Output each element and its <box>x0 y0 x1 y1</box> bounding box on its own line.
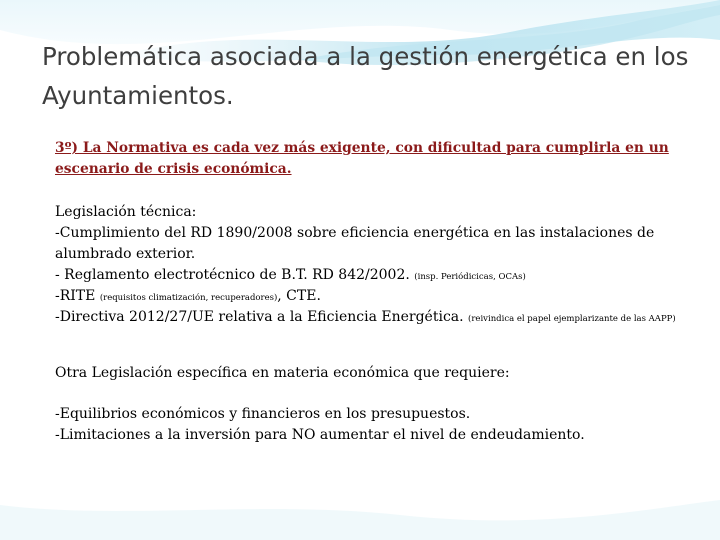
otra-line-2: -Limitaciones a la inversión para NO aumentar el nivel de endeudamiento. <box>55 427 585 443</box>
legislacion-line-2-note: (insp. Periódicicas, OCAs) <box>414 272 526 282</box>
otra-heading: Otra Legislación específica en materia económica que requiere: <box>55 365 510 381</box>
legislacion-line-2 <box>55 265 695 286</box>
slide-title: Problemática asociada a la gestión energética en los Ayuntamientos. <box>42 42 689 110</box>
legislacion-heading: Legislación técnica: <box>55 204 197 220</box>
legislacion-line-3 <box>55 286 695 307</box>
legislacion-line-2-main: - Reglamento electrotécnico de B.T. RD 842/2002. <box>55 267 415 283</box>
legislacion-line-4 <box>55 307 695 328</box>
legislacion-line-4-main: -Directiva 2012/27/UE relativa a la Eficiencia Energética. <box>55 309 469 325</box>
slide-subtitle: 3º) La Normativa es cada vez más exigente, con dificultad para cumplirla en un escenario de crisis económica. <box>55 140 669 177</box>
legislacion-line-4-note: (reivindica el papel ejemplarizante de las AAPP) <box>468 314 676 324</box>
slide-content <box>55 138 695 446</box>
legislacion-line-3-main: -RITE <box>55 288 100 304</box>
legislacion-line-3-note: (requisitos climatización, recuperadores) <box>99 293 278 303</box>
legislacion-line-3-end: , CTE. <box>277 288 321 304</box>
otra-line-1: -Equilibrios económicos y financieros en los presupuestos. <box>55 406 471 422</box>
legislacion-line-1: -Cumplimiento del RD 1890/2008 sobre eficiencia energética en las instalaciones de alumbrado exterior. <box>55 225 655 262</box>
